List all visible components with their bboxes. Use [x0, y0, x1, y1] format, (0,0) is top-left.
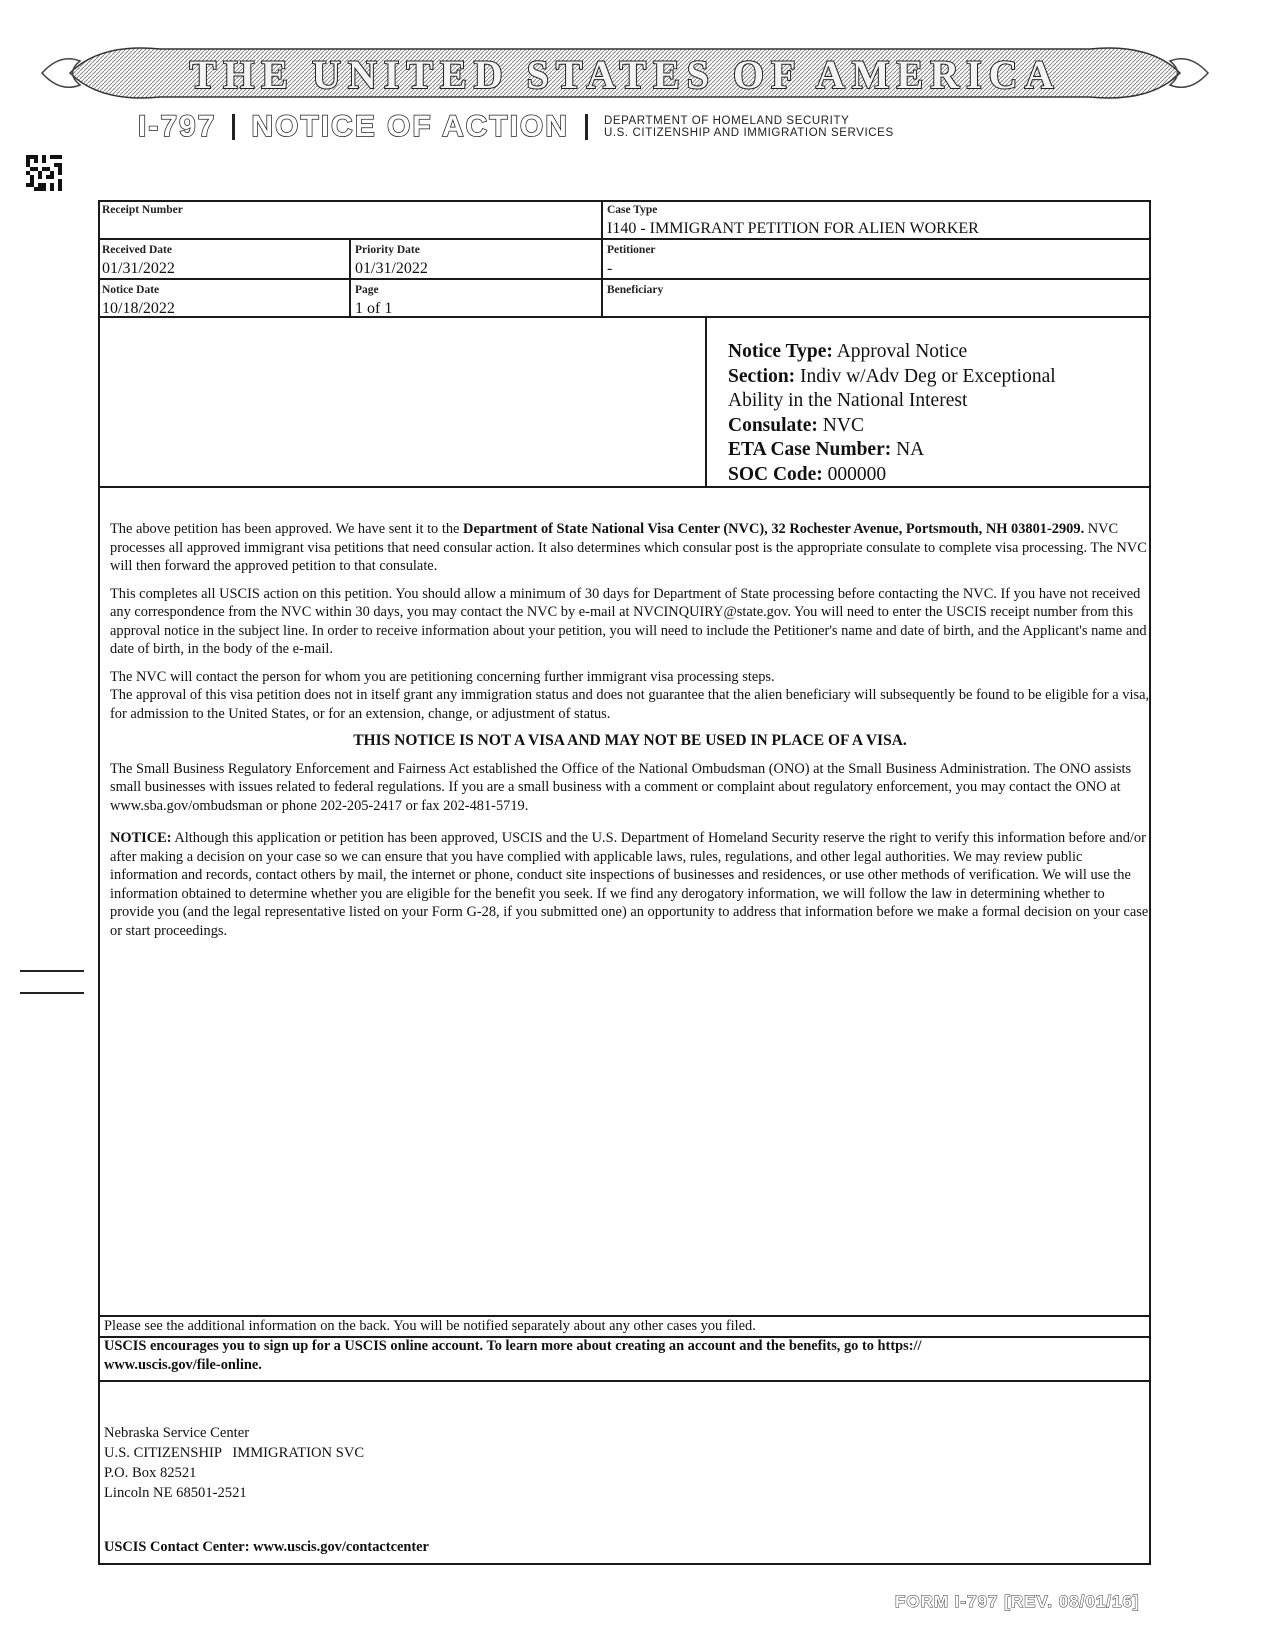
eta-value: NA — [896, 439, 925, 460]
received-date-value: 01/31/2022 — [102, 260, 175, 277]
barcode-icon — [26, 155, 62, 191]
approval-text: The above petition has been approved. We have sent it to the — [110, 521, 464, 537]
petitioner-value: - — [607, 260, 613, 277]
banner-title: THE UNITED STATES OF AMERICA — [189, 52, 1061, 97]
additional-info-text: Please see the additional information on the back. You will be notified separately about any other cases you filed. — [104, 1318, 756, 1334]
title-separator — [232, 114, 235, 140]
case-type-value: I140 - IMMIGRANT PETITION FOR ALIEN WORKER — [607, 220, 979, 237]
address-line: Lincoln NE 68501-2521 — [104, 1485, 247, 1501]
online-account-line1: USCIS encourages you to sign up for a USCIS online account. To learn more about creating an account and the benefits, go to https:// — [104, 1338, 922, 1354]
department-block — [604, 115, 894, 139]
uscis-action-paragraph: This completes all USCIS action on this petition. You should allow a minimum of 30 days for Department of State processing before contacting the NVC. If you have not received any correspondence from the NVC within 30 days, you may contact the NVC by e-mail at NVCINQUIRY@state.gov. You will need to enter the USCIS receipt number from this approval notice in the subject line. In order to receive information about your petition, you will need to include the Petitioner's name and date of birth, and the Applicant's name and date of birth, in the body of the e-mail. — [110, 585, 1147, 657]
contact-center-line: USCIS Contact Center: www.uscis.gov/contactcenter — [104, 1539, 429, 1555]
form-number: I-797 — [138, 110, 217, 143]
nvc-contact-paragraph — [110, 668, 1150, 724]
ombudsman-paragraph: The Small Business Regulatory Enforcement and Fairness Act established the Office of the National Ombudsman (ONO) at the Small Business Administration. The ONO assists small businesses with issues related to federal regulations. If you are a small business with a comment or complaint about regulatory enforcement, you may contact the ONO at www.sba.gov/ombudsman or phone 202-205-2417 or fax 202-481-5719. — [110, 760, 1132, 814]
priority-date-value: 01/31/2022 — [355, 260, 428, 277]
header-banner — [40, 43, 1210, 103]
form-revision: FORM I-797 [REV. 08/01/16] — [895, 1592, 1140, 1611]
petitioner-cell — [603, 240, 1151, 278]
approval-text-end: NVC processes all approved immigrant visa petitions that need consular action. It also determines which consular post is the appropriate consulate to complete visa processing. The NVC will then forward the approved petition to that consulate. — [110, 521, 1147, 574]
nvc-contact-text: The NVC will contact the person for whom you are petitioning concerning further immigrant visa processing steps. — [110, 668, 775, 685]
notice-date-value: 10/18/2022 — [102, 300, 175, 317]
not-a-visa-heading: THIS NOTICE IS NOT A VISA AND MAY NOT BE USED IN PLACE OF A VISA. — [353, 732, 907, 749]
address-line: Nebraska Service Center — [104, 1425, 250, 1441]
soc-label: SOC Code: — [728, 463, 823, 485]
grid-line — [98, 1315, 1151, 1317]
eta-label: ETA Case Number: — [728, 439, 892, 460]
case-type-cell — [603, 200, 1151, 238]
consulate-label: Consulate: — [728, 414, 818, 436]
notice-type-value: Approval Notice — [836, 341, 968, 362]
section-label: Section: — [728, 365, 796, 387]
margin-mark — [20, 970, 84, 972]
address-line: P.O. Box 82521 — [104, 1465, 197, 1481]
page-label: Page — [355, 284, 379, 296]
grid-line — [98, 1380, 1151, 1382]
form-title-line — [138, 110, 894, 150]
case-type-label: Case Type — [607, 204, 658, 216]
petitioner-label: Petitioner — [607, 244, 656, 256]
consulate-row — [728, 414, 1108, 439]
page-cell — [351, 280, 601, 316]
address-line: U.S. CITIZENSHIP IMMIGRATION SVC — [104, 1445, 365, 1461]
title-separator — [585, 114, 588, 140]
service-center-address — [104, 1423, 364, 1503]
priority-date-label: Priority Date — [355, 244, 420, 256]
notice-date-cell — [98, 280, 349, 316]
section-value: Indiv w/Adv Deg or Exceptional Ability in the National Interest — [728, 365, 1056, 411]
notice-type-row — [728, 340, 1108, 365]
verification-text: Although this application or petition has been approved, USCIS and the U.S. Department of Homeland Security reserve the right to verify this information before and/or after making a decision on your case so we can ensure that you have complied with applicable laws, rules, regulations, and other legal authorities. We may review public information and records, contact others by mail, the internet or phone, conduct site inspections of businesses and residences, or use other methods of verification. We will use the information obtained to determine whether you are eligible for the benefit you seek. If we find any derogatory information, we will follow the law in determining whether to provide you (and the legal representative listed on your Form G-28, if you submitted one) an opportunity to address that information before we make a formal decision on your case or start proceedings. — [110, 830, 1149, 939]
grid-line — [98, 316, 1151, 318]
soc-value: 000000 — [827, 463, 887, 485]
priority-date-cell — [351, 240, 601, 278]
received-date-label: Received Date — [102, 244, 172, 256]
soc-row — [728, 463, 1108, 488]
beneficiary-label: Beneficiary — [607, 284, 664, 296]
section-row — [728, 365, 1108, 414]
nvc-address: Department of State National Visa Center (NVC), 32 Rochester Avenue, Portsmouth, NH 03801-2909. — [463, 521, 1085, 537]
notice-label: NOTICE: — [110, 830, 172, 846]
received-date-cell — [98, 240, 349, 278]
notice-body — [110, 520, 1150, 949]
page-value: 1 of 1 — [355, 300, 393, 317]
approval-status-text: The approval of this visa petition does not in itself grant any immigration status and does not guarantee that the alien beneficiary will subsequently be found to be eligible for a visa, for admission to the United States, or for an extension, change, or adjustment of status. — [110, 687, 1150, 722]
agency-line: U.S. CITIZENSHIP AND IMMIGRATION SERVICES — [603, 127, 894, 139]
receipt-number-cell — [98, 200, 601, 238]
online-account-line2: www.uscis.gov/file-online. — [104, 1357, 262, 1373]
eta-row — [728, 438, 1108, 463]
notice-type-label: Notice Type: — [728, 341, 833, 362]
consulate-value: NVC — [822, 414, 864, 436]
receipt-number-label: Receipt Number — [102, 204, 183, 216]
notice-date-label: Notice Date — [102, 284, 160, 296]
verification-notice-paragraph — [110, 829, 1150, 940]
approval-paragraph — [110, 520, 1150, 576]
grid-line — [705, 316, 707, 486]
form-name: NOTICE OF ACTION — [251, 110, 569, 143]
margin-mark — [20, 992, 84, 994]
department-line: DEPARTMENT OF HOMELAND SECURITY — [603, 115, 850, 127]
beneficiary-cell — [603, 280, 1151, 316]
notice-details — [728, 340, 1108, 487]
